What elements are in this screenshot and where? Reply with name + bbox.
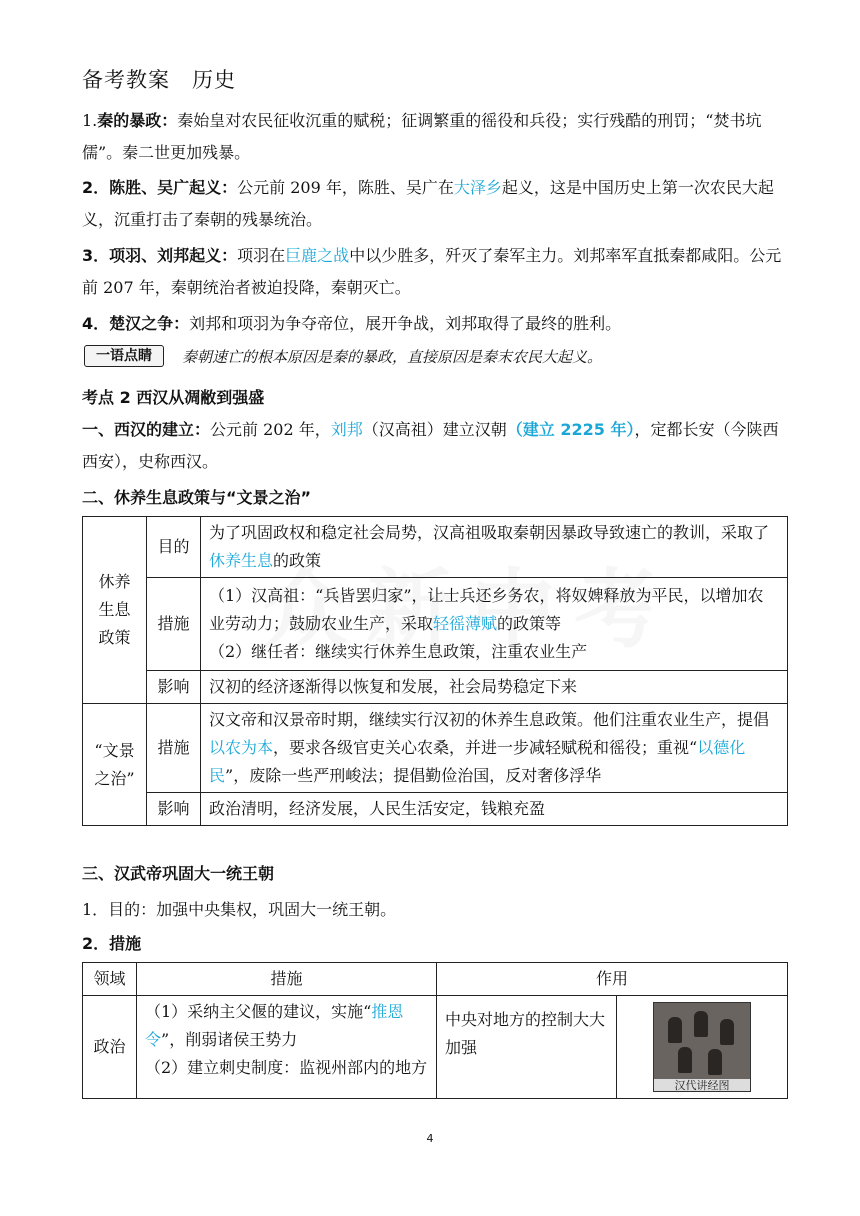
tip-badge: 一语点睛 xyxy=(84,345,164,367)
row-content: 政治清明，经济发展，人民生活安定，钱粮充盈 xyxy=(201,793,788,826)
column-header: 措施 xyxy=(137,963,437,996)
item-4 xyxy=(82,308,788,340)
item-text: 项羽在 xyxy=(237,246,286,265)
section-title: 一、西汉的建立： xyxy=(82,420,211,439)
item-text: 秦始皇对农民征收沉重的赋税；征调繁重的徭役和兵役；实行残酷的刑罚；“焚书坑儒”。秦二世更加残暴。 xyxy=(82,111,762,162)
item-title: 秦的暴政： xyxy=(97,111,178,130)
section-3-title: 三、汉武帝巩固大一统王朝 xyxy=(82,864,275,883)
cell-text: 汉文帝和汉景帝时期，继续实行汉初的休养生息政策。他们注重农业生产，提倡 xyxy=(209,710,770,729)
field-label: 政治 xyxy=(83,996,137,1099)
cell-text: ”，废除一些严刑峻法；提倡勤俭治国，反对奢侈浮华 xyxy=(225,766,602,785)
item-number: 3． xyxy=(82,246,110,265)
cell-text: 的政策 xyxy=(273,551,322,570)
row-label: 影响 xyxy=(147,671,201,704)
item-title: 陈胜、吴广起义： xyxy=(109,178,238,197)
cell-line xyxy=(145,998,428,1054)
section-1 xyxy=(82,414,788,478)
table-row xyxy=(83,578,788,671)
highlight-term: 巨鹿之战 xyxy=(285,246,350,265)
kaodian-title: 考点 2 西汉从凋敝到强盛 xyxy=(82,388,265,407)
table-row xyxy=(83,793,788,826)
row-label: 措施 xyxy=(147,578,201,671)
item-text: 公元前 209 年，陈胜、吴广在 xyxy=(237,178,454,197)
item-1 xyxy=(82,105,788,169)
section-text: ，定都长安（今陕西西安），史称西汉。 xyxy=(82,420,779,471)
highlight-term: 轻徭薄赋 xyxy=(433,614,498,633)
item-text: 刘邦和项羽为争夺帝位，展开争战，刘邦取得了最终的胜利。 xyxy=(189,314,622,333)
cell-text: （1）采纳主父偃的建议，实施“ xyxy=(145,1002,372,1021)
row-content: 汉初的经济逐渐得以恢复和发展，社会局势稳定下来 xyxy=(201,671,788,704)
row-label: 影响 xyxy=(147,793,201,826)
section-text: 公元前 202 年， xyxy=(210,420,331,439)
header-subject-left: 备考教案 xyxy=(82,68,170,92)
measure-cell xyxy=(137,996,437,1099)
group-label: 休养生息政策 xyxy=(83,517,147,704)
row-content xyxy=(201,578,788,671)
cell-text: 为了巩固政权和稳定社会局势，汉高祖吸取秦朝因暴政导致速亡的教训，采取了 xyxy=(209,523,770,542)
highlight-term: 刘邦 xyxy=(330,420,363,439)
cell-line: （2）建立刺史制度：监视州部内的地方 xyxy=(145,1058,428,1077)
item-title: 楚汉之争： xyxy=(109,314,190,333)
table-row xyxy=(83,517,788,578)
item-3 xyxy=(82,240,788,304)
measures-table xyxy=(82,962,788,1099)
highlight-term: 推恩令 xyxy=(145,1002,404,1049)
cell-line: （2）继任者：继续实行休养生息政策，注重农业生产 xyxy=(209,642,588,661)
highlight-term: （建立 2225 年） xyxy=(506,420,635,439)
highlight-term: 大泽乡 xyxy=(453,178,502,197)
group-label: “文景之治” xyxy=(83,704,147,826)
section-3-goal: 1．目的：加强中央集权，巩固大一统王朝。 xyxy=(82,900,397,919)
item-number: 2． xyxy=(82,178,110,197)
section-text: （汉高祖）建立汉朝 xyxy=(362,420,507,439)
cell-line xyxy=(209,582,779,638)
highlight-term: 以德化民 xyxy=(209,738,746,785)
column-header: 作用 xyxy=(437,963,788,996)
item-2 xyxy=(82,172,788,236)
item-number: 1. xyxy=(82,111,98,130)
item-text: 起义，这是中国历史上第一次农民大起义，沉重打击了秦朝的残暴统治。 xyxy=(82,178,774,229)
highlight-term: 休养生息 xyxy=(209,551,274,570)
cell-text: ，要求各级官吏关心农桑，并进一步减轻赋税和徭役；重视“ xyxy=(273,738,698,757)
cell-text: ”，削弱诸侯王势力 xyxy=(161,1030,298,1049)
page-header xyxy=(82,64,258,94)
table-row xyxy=(83,996,788,1099)
item-title: 项羽、刘邦起义： xyxy=(109,246,238,265)
cell-text: 的政策等 xyxy=(497,614,562,633)
section-3-measures: 2．措施 xyxy=(82,934,142,953)
image-cell xyxy=(617,996,788,1099)
section-2-title: 二、休养生息政策与“文景之治” xyxy=(82,488,312,507)
illustration-caption: 汉代讲经图 xyxy=(654,1079,750,1092)
table-row xyxy=(83,671,788,704)
header-subject-right: 历史 xyxy=(192,68,236,92)
policy-table xyxy=(82,516,788,826)
effect-cell: 中央对地方的控制大大加强 xyxy=(437,996,617,1099)
lecture-illustration xyxy=(653,1002,751,1092)
column-header: 领域 xyxy=(83,963,137,996)
tip-text: 秦朝速亡的根本原因是秦的暴政，直接原因是秦末农民大起义。 xyxy=(182,348,603,366)
table-header-row xyxy=(83,963,788,996)
highlight-term: 以农为本 xyxy=(209,738,274,757)
row-label: 措施 xyxy=(147,704,201,793)
cell-text: （1）汉高祖：“兵皆罢归家”，让士兵还乡务农，将奴婢释放为平民，以增加农业劳动力；鼓励农业生产，采取 xyxy=(209,586,764,633)
page-number: 4 xyxy=(426,1132,434,1145)
item-number: 4． xyxy=(82,314,110,333)
row-content xyxy=(201,517,788,578)
row-label: 目的 xyxy=(147,517,201,578)
row-content xyxy=(201,704,788,793)
item-text: 中以少胜多，歼灭了秦军主力。刘邦率军直抵秦都咸阳。公元前 207 年，秦朝统治者被迫投降，秦朝灭亡。 xyxy=(82,246,782,297)
table-row xyxy=(83,704,788,793)
